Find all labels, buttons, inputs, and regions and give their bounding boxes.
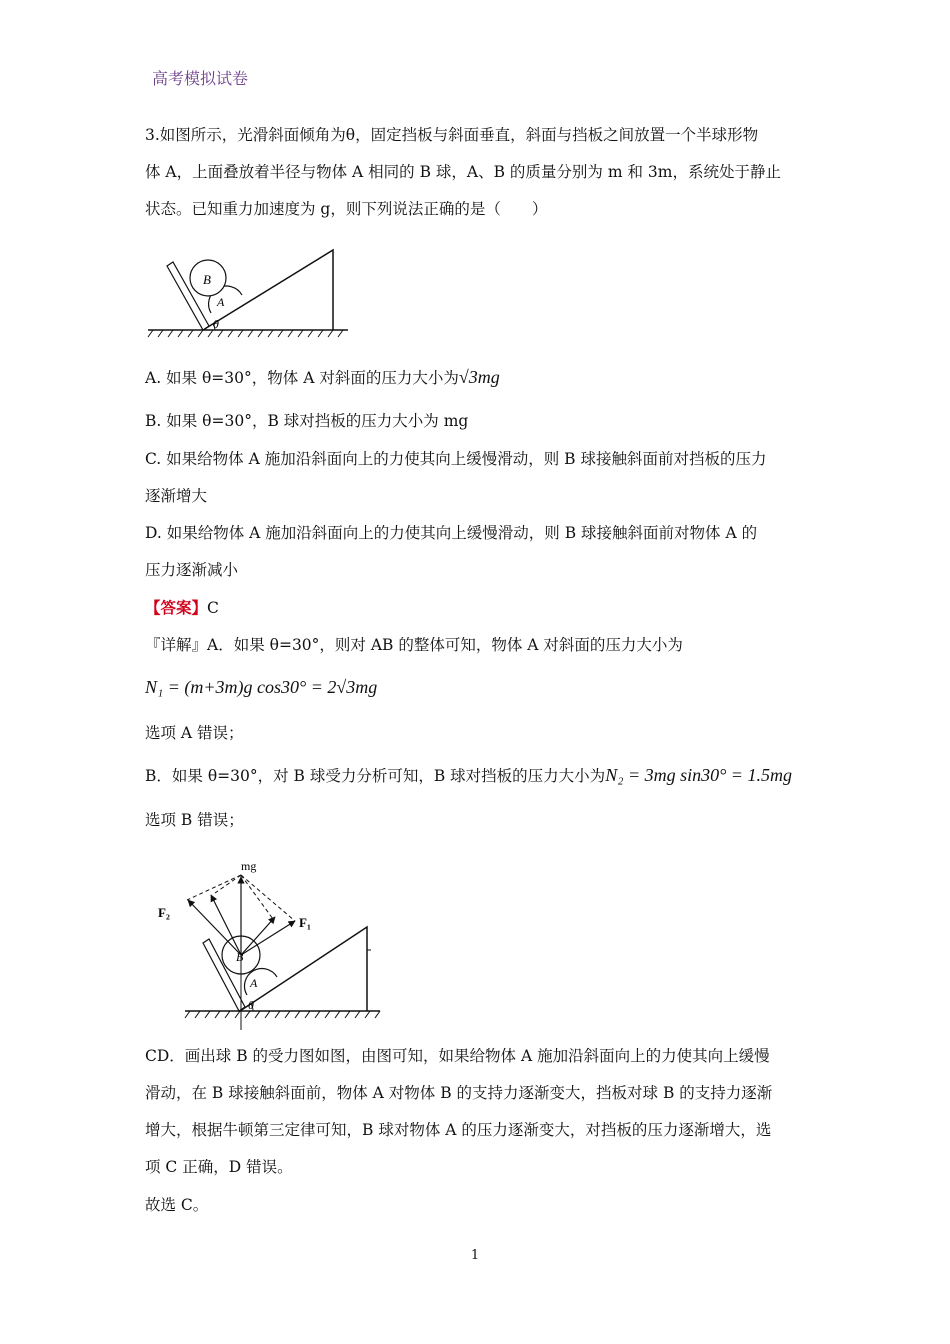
figure-force-diagram bbox=[155, 855, 390, 1035]
option-d-line-1: D. 如果给物体 A 施加沿斜面向上的力使其向上缓慢滑动，则 B 球接触斜面前对物体 A 的 bbox=[145, 524, 758, 542]
equation-n1: N₁ = (m+3m)g cos30° = 2√3mg bbox=[145, 677, 378, 697]
label-a: A bbox=[217, 295, 225, 309]
option-c-line-2: 逐渐增大 bbox=[145, 487, 208, 505]
answer-label: 【答案】 bbox=[145, 598, 208, 617]
question-line-3: 状态。已知重力加速度为 g，则下列说法正确的是（ ） bbox=[145, 200, 548, 218]
detail-line-3-text: B．如果 θ=30°，对 B 球受力分析可知，B 球对挡板的压力大小为 bbox=[145, 767, 606, 785]
detail-line-3 bbox=[145, 764, 792, 787]
detail-line-5: CD．画出球 B 的受力图如图，由图可知，如果给物体 A 施加沿斜面向上的力使其向上缓慢 bbox=[145, 1047, 770, 1065]
option-a-text: A. 如果 θ=30°，物体 A 对斜面的压力大小为 bbox=[145, 369, 459, 387]
label-b2: B bbox=[236, 950, 244, 964]
page-header: 高考模拟试卷 bbox=[152, 69, 249, 88]
equation-n2: N₂ = 3mg sin30° = 1.5mg bbox=[605, 765, 792, 785]
answer-row bbox=[145, 597, 219, 619]
detail-line-2: 选项 A 错误； bbox=[145, 724, 244, 742]
option-d-line-2: 压力逐渐减小 bbox=[145, 561, 239, 579]
detail-line-1: 『详解』A．如果 θ=30°，则对 AB 的整体可知，物体 A 对斜面的压力大小为 bbox=[145, 636, 683, 654]
question-line-1: 3.如图所示，光滑斜面倾角为θ，固定挡板与斜面垂直，斜面与挡板之间放置一个半球形物 bbox=[145, 126, 759, 144]
page-number: 1 bbox=[470, 1248, 480, 1263]
detail-line-4: 选项 B 错误； bbox=[145, 811, 244, 829]
label-f1: F₁ bbox=[299, 915, 311, 930]
option-a bbox=[145, 366, 500, 389]
figure-incline-setup bbox=[145, 240, 355, 345]
label-mg: mg bbox=[241, 859, 257, 873]
option-c-line-1: C. 如果给物体 A 施加沿斜面向上的力使其向上缓慢滑动，则 B 球接触斜面前对挡板的压力 bbox=[145, 450, 767, 468]
option-b: B. 如果 θ=30°，B 球对挡板的压力大小为 mg bbox=[145, 412, 469, 430]
question-line-2: 体 A，上面叠放着半径与物体 A 相同的 B 球，A、B 的质量分别为 m 和 3m，系统处于静止 bbox=[145, 163, 781, 181]
detail-line-7: 增大，根据牛顿第三定律可知，B 球对物体 A 的压力逐渐变大，对挡板的压力逐渐增大，选 bbox=[145, 1121, 772, 1139]
option-a-math: √3mg bbox=[458, 367, 500, 387]
detail-line-6: 滑动，在 B 球接触斜面前，物体 A 对物体 B 的支持力逐渐变大，挡板对球 B 的支持力逐渐 bbox=[145, 1084, 773, 1102]
label-theta2: θ bbox=[248, 998, 254, 1012]
label-theta: θ bbox=[213, 317, 219, 331]
detail-line-8: 项 C 正确，D 错误。 bbox=[145, 1158, 293, 1176]
label-a2: A bbox=[250, 976, 258, 990]
answer-value: C bbox=[207, 599, 219, 617]
label-f2: F₂ bbox=[158, 905, 170, 920]
detail-line-9: 故选 C。 bbox=[145, 1196, 209, 1214]
label-b: B bbox=[203, 272, 211, 287]
